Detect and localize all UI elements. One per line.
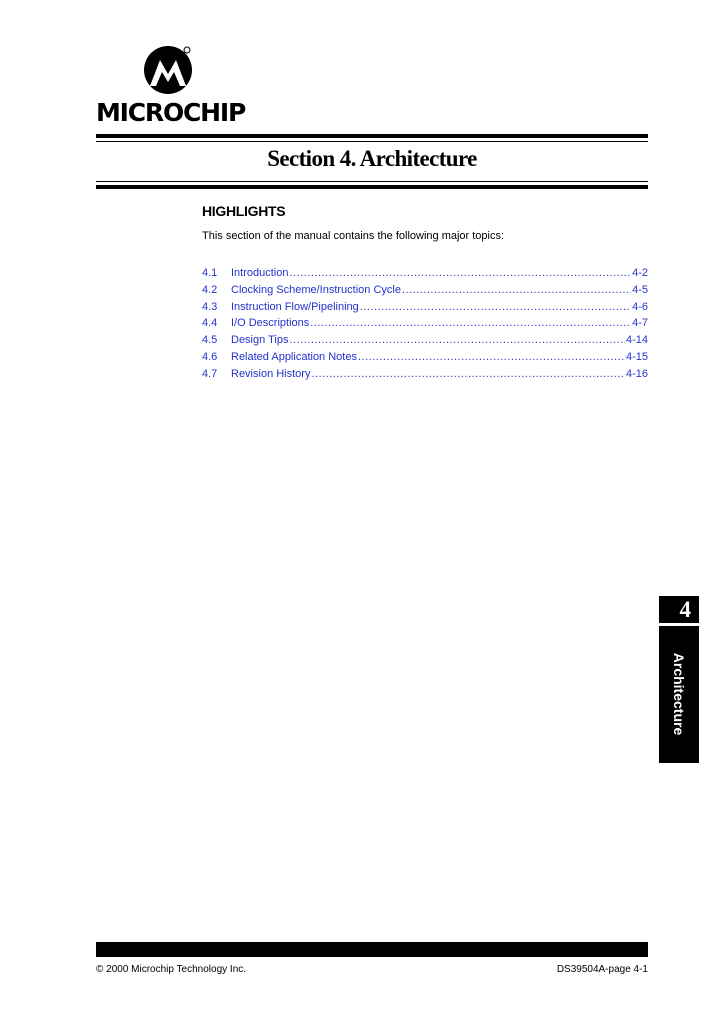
toc-number: 4.3 [202,300,218,313]
footer-bar [96,942,648,957]
toc-leader [311,368,625,380]
toc-title[interactable]: Revision History [231,367,311,380]
toc-entry-io-descriptions[interactable] [202,317,648,334]
toc-leader [310,317,631,329]
toc-entry-introduction[interactable] [202,267,648,284]
toc-page[interactable]: 4-16 [625,367,648,380]
table-of-contents [202,267,648,385]
toc-title[interactable]: I/O Descriptions [231,317,310,330]
toc-title[interactable]: Introduction [231,267,289,279]
toc-entry-design-tips[interactable] [202,334,648,351]
toc-leader [402,284,631,296]
header-rule-bottom [96,185,648,189]
microchip-logo-icon [140,44,200,94]
toc-entry-clocking-scheme[interactable] [202,284,648,301]
toc-page[interactable]: 4-7 [632,317,648,330]
toc-title[interactable]: Related Application Notes [231,350,357,363]
header-rule-bottom-thin [96,181,648,182]
toc-page[interactable]: 4-15 [625,350,648,363]
toc-title[interactable]: Clocking Scheme/Instruction Cycle [231,283,401,296]
toc-entry-instruction-flow[interactable] [202,301,648,318]
toc-leader [289,267,631,279]
toc-number: 4.4 [202,317,218,330]
toc-title[interactable]: Design Tips [231,334,289,347]
page-title: Section 4. Architecture [267,146,477,171]
footer-doc-ref: DS39504A-page 4-1 [556,964,648,975]
header-rule-top-thin [96,141,648,142]
toc-number: 4.7 [202,367,218,380]
toc-number: 4.1 [202,267,218,279]
toc-leader [289,334,624,346]
highlights-heading: HIGHLIGHTS [202,203,286,219]
toc-number: 4.5 [202,334,218,347]
footer-copyright: © 2000 Microchip Technology Inc. [96,964,247,975]
brand-name: MICROCHIP [96,98,246,127]
highlights-intro: This section of the manual contains the following major topics: [202,230,505,242]
toc-entry-related-app-notes[interactable] [202,351,648,368]
toc-leader [360,301,631,313]
toc-page[interactable]: 4-2 [632,267,648,279]
toc-number: 4.2 [202,283,218,296]
toc-number: 4.6 [202,350,218,363]
header-rule-top [96,134,648,138]
toc-title[interactable]: Instruction Flow/Pipelining [231,300,359,313]
microchip-logo [96,44,246,130]
section-tab [659,626,699,763]
toc-leader [358,351,625,363]
section-tab-number: 4 [659,596,699,623]
section-tab-label: Architecture [671,652,687,736]
toc-page[interactable]: 4-6 [632,300,648,313]
toc-page[interactable]: 4-5 [632,283,648,296]
toc-entry-revision-history[interactable] [202,368,648,385]
toc-page[interactable]: 4-14 [625,334,648,347]
